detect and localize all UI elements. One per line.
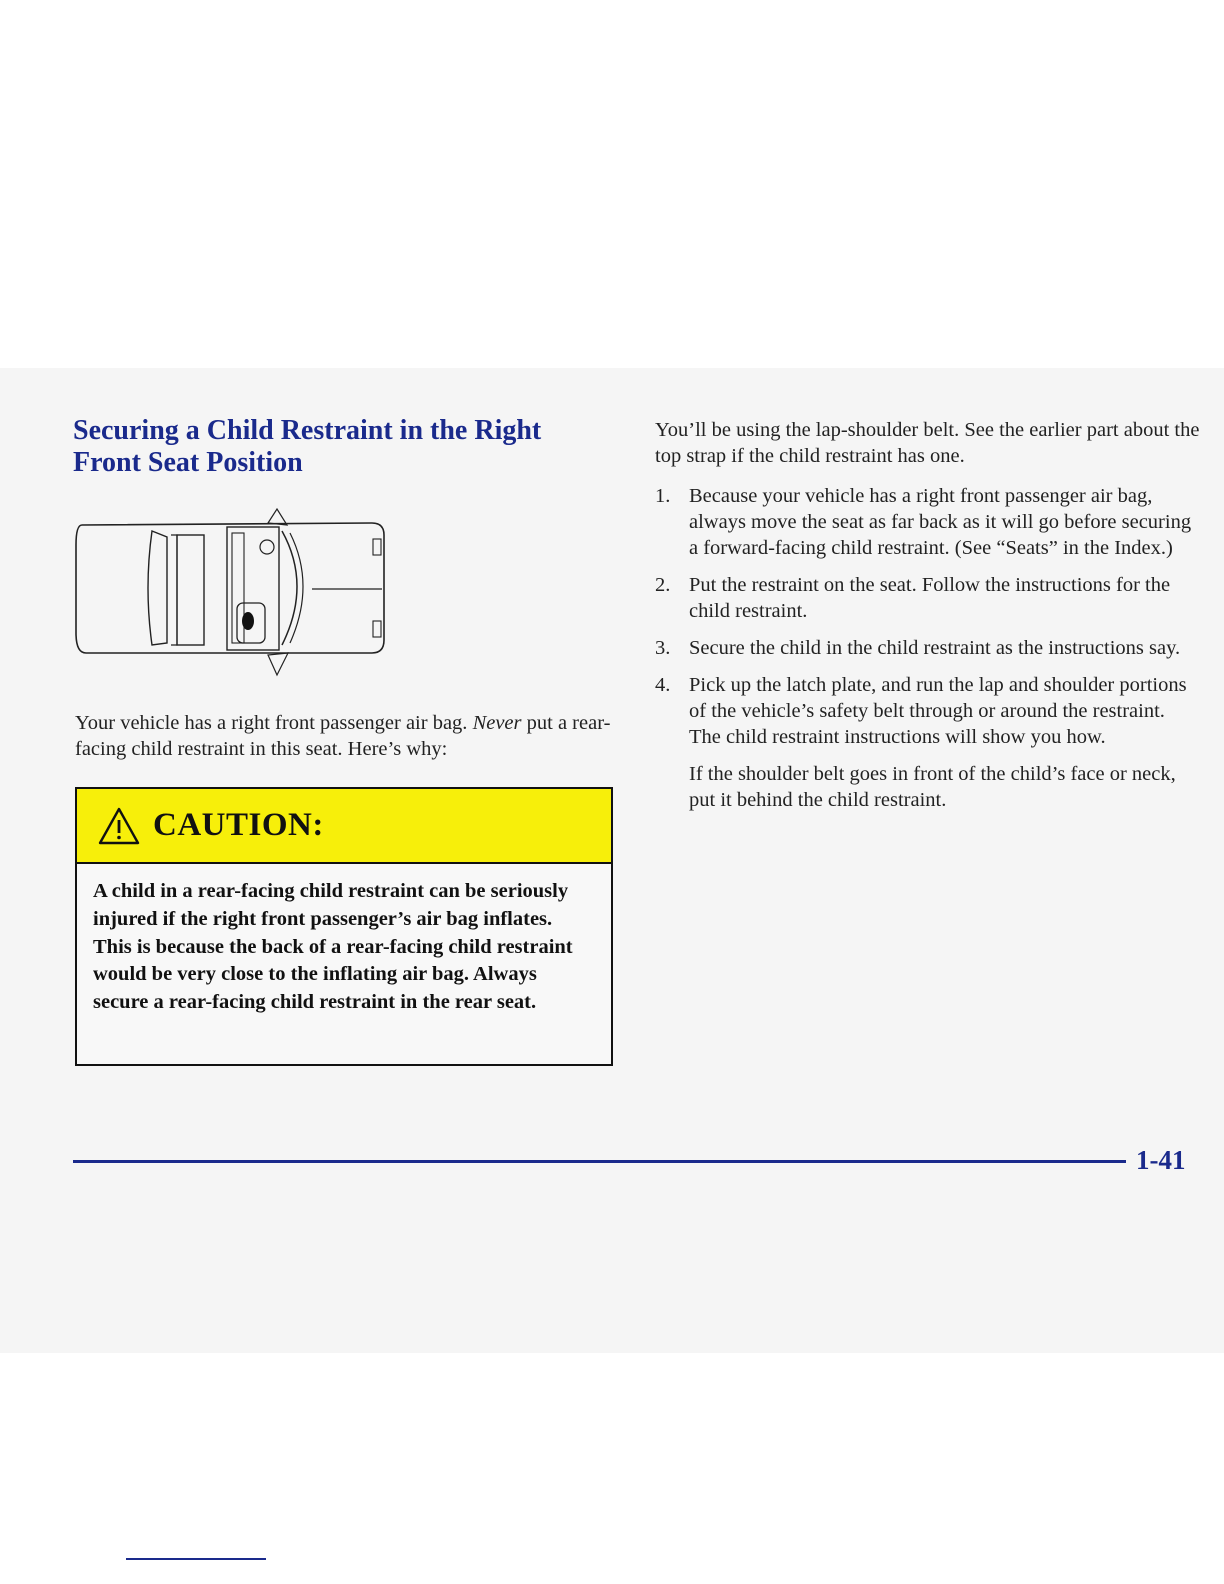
step-text: Because your vehicle has a right front passenger air bag, always move the seat as far back as it will go before securing a forward-facing child restraint. (See “Seats” in the Index.): [689, 485, 1192, 559]
right-column: [655, 417, 1200, 813]
step-note: If the shoulder belt goes in front of the child’s face or neck, put it behind the child restraint.: [689, 763, 1176, 811]
step-text: Secure the child in the child restraint as the instructions say.: [689, 637, 1181, 659]
intro-part1: Your vehicle has a right front passenger air bag.: [75, 712, 473, 734]
list-item: [655, 635, 1200, 661]
step-number: 2.: [655, 574, 671, 596]
caution-box: [75, 787, 613, 1066]
step-text: Put the restraint on the seat. Follow the instructions for the child restraint.: [689, 574, 1171, 622]
step-number: 4.: [655, 674, 671, 696]
right-intro-paragraph: You’ll be using the lap-shoulder belt. See the earlier part about the top strap if the child restraint has one.: [655, 419, 1200, 467]
list-item: [655, 572, 1200, 624]
caution-title: CAUTION:: [153, 807, 324, 843]
step-number: 3.: [655, 637, 671, 659]
step-text: Pick up the latch plate, and run the lap and shoulder portions of the vehicle’s safety belt through or around the restraint. The child restraint instructions will show you how.: [689, 674, 1187, 748]
steps-list: [655, 483, 1200, 750]
list-item: [655, 672, 1200, 750]
section-heading: Securing a Child Restraint in the Right Front Seat Position: [73, 415, 542, 478]
footer-divider: [73, 1160, 1126, 1163]
intro-part2: put a rear-facing child restraint in this seat. Here’s why:: [75, 712, 611, 760]
step-number: 1.: [655, 485, 671, 507]
caution-header: [77, 789, 611, 864]
caution-body: A child in a rear-facing child restraint can be seriously injured if the right front passenger’s air bag inflates. This is because the back of a rear-facing child restraint would be very close to the inflating air bag. Always secure a rear-facing child restraint in the rear seat.: [93, 880, 573, 1014]
list-item: [655, 483, 1200, 561]
intro-emphasis: Never: [472, 712, 522, 734]
warning-triangle-icon: [97, 806, 141, 846]
vehicle-top-view-illustration: [72, 505, 392, 705]
intro-paragraph: [75, 710, 615, 762]
bottom-divider: [126, 1558, 266, 1560]
page-number: 1-41: [1136, 1145, 1186, 1175]
